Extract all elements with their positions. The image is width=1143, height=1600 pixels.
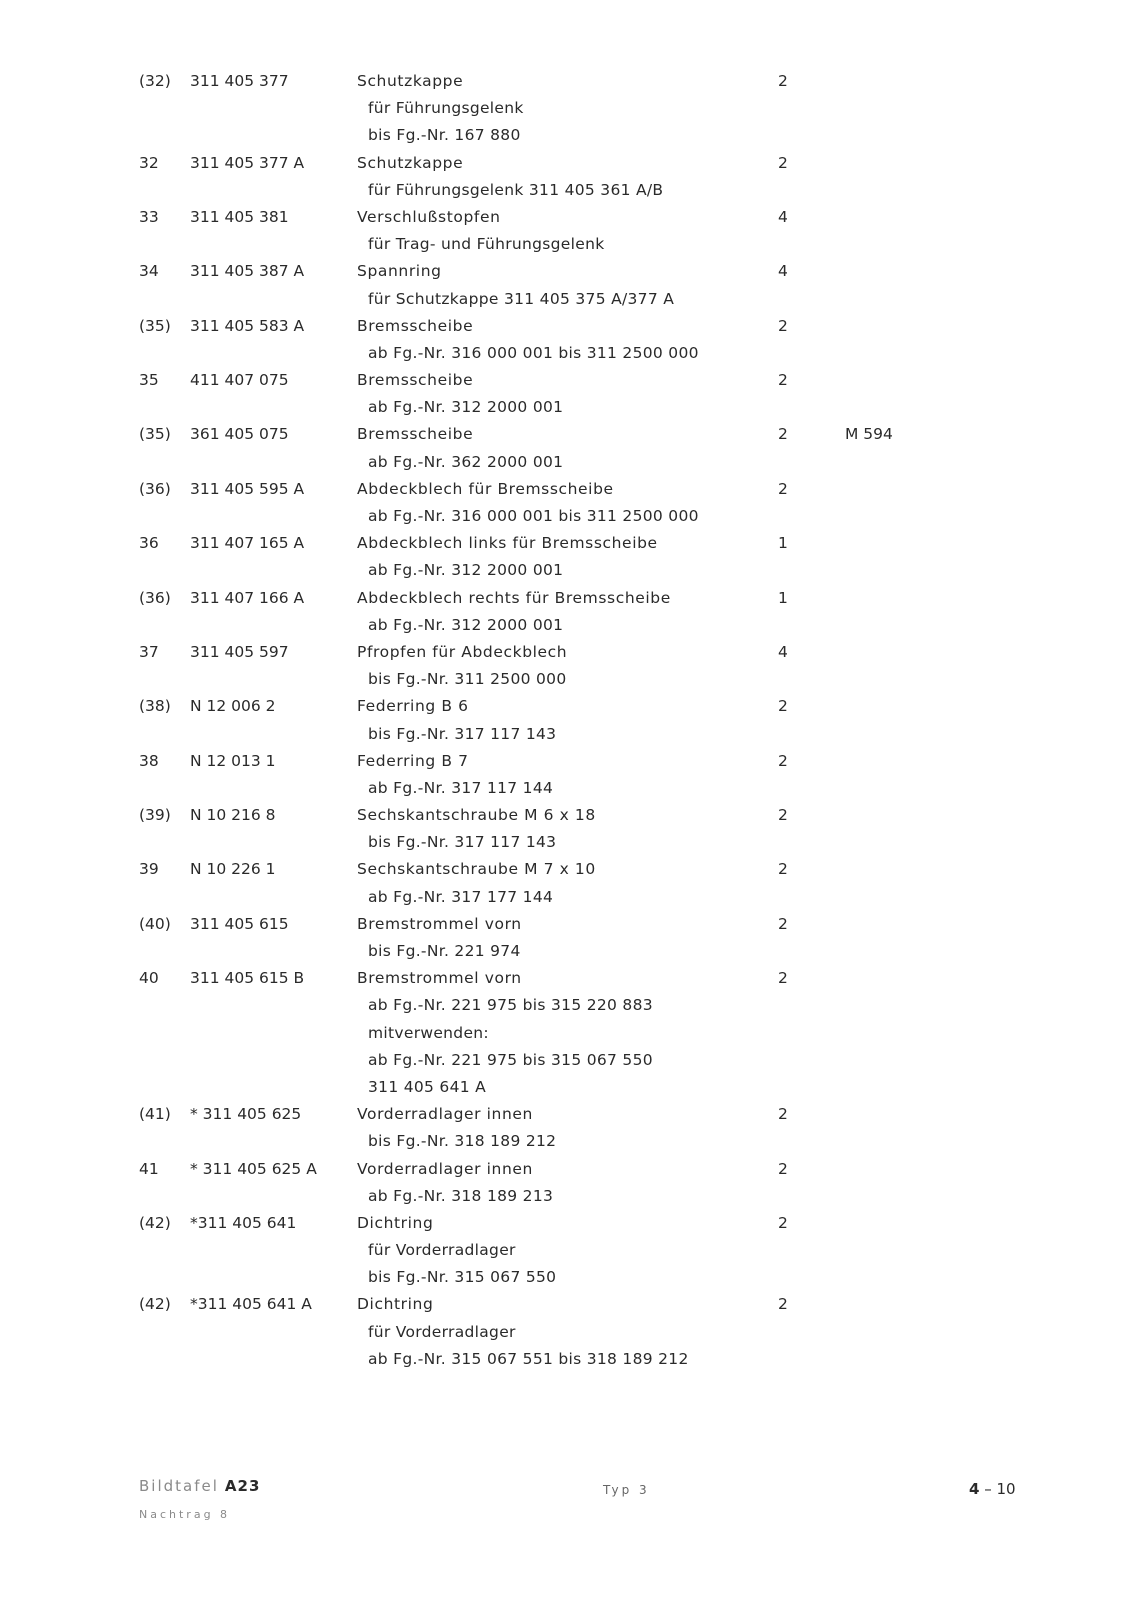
part-entry <box>0 1156 1143 1210</box>
entry-line <box>0 829 1143 856</box>
entry-line <box>0 1210 1143 1237</box>
entry-line <box>0 992 1143 1019</box>
entry-line <box>0 1291 1143 1318</box>
page-number <box>969 1480 1016 1498</box>
part-number: 311 405 387 A <box>190 262 305 281</box>
page-index: – 10 <box>984 1480 1016 1498</box>
entry-line <box>0 530 1143 557</box>
part-number: 311 405 595 A <box>190 479 305 498</box>
item-number: (36) <box>139 479 171 498</box>
part-entry <box>0 965 1143 1101</box>
entry-line <box>0 1128 1143 1155</box>
description-detail: ab Fg.-Nr. 312 2000 001 <box>368 615 564 634</box>
plate-label <box>139 1477 260 1495</box>
part-entry <box>0 748 1143 802</box>
entry-line <box>0 1264 1143 1291</box>
part-number: * 311 405 625 A <box>190 1159 317 1178</box>
entry-line <box>0 258 1143 285</box>
entry-line <box>0 177 1143 204</box>
description-detail: für Führungsgelenk 311 405 361 A/B <box>368 180 664 199</box>
part-description: Dichtring <box>357 1295 434 1314</box>
description-detail: bis Fg.-Nr. 317 117 143 <box>368 724 557 743</box>
entry-line <box>0 585 1143 612</box>
entry-line <box>0 340 1143 367</box>
entry-line <box>0 1074 1143 1101</box>
description-detail: bis Fg.-Nr. 315 067 550 <box>368 1268 557 1287</box>
description-detail: ab Fg.-Nr. 221 975 bis 315 220 883 <box>368 996 653 1015</box>
part-number: 311 405 597 <box>190 642 289 661</box>
quantity: 2 <box>778 969 788 988</box>
quantity: 2 <box>778 1213 788 1232</box>
entry-line <box>0 775 1143 802</box>
entry-line <box>0 367 1143 394</box>
quantity: 2 <box>778 751 788 770</box>
part-number: 311 405 377 A <box>190 153 305 172</box>
part-entry <box>0 204 1143 258</box>
quantity: 2 <box>778 806 788 825</box>
part-entry <box>0 313 1143 367</box>
item-number: 39 <box>139 860 159 879</box>
part-description: Pfropfen für Abdeckblech <box>357 642 568 661</box>
part-description: Abdeckblech für Bremsscheibe <box>357 479 614 498</box>
part-entry <box>0 421 1143 475</box>
entry-line <box>0 150 1143 177</box>
item-number: 41 <box>139 1159 159 1178</box>
part-number: 311 405 615 <box>190 914 289 933</box>
description-detail: ab Fg.-Nr. 316 000 001 bis 311 2500 000 <box>368 343 699 362</box>
quantity: 2 <box>778 914 788 933</box>
part-description: Abdeckblech links für Bremsscheibe <box>357 534 658 553</box>
entry-line <box>0 639 1143 666</box>
item-number: 35 <box>139 371 159 390</box>
item-number: (36) <box>139 588 171 607</box>
part-entry <box>0 802 1143 856</box>
quantity: 2 <box>778 1105 788 1124</box>
plate-code: A23 <box>224 1477 261 1495</box>
quantity: 2 <box>778 153 788 172</box>
entry-line <box>0 1237 1143 1264</box>
part-description: Sechskantschraube M 7 x 10 <box>357 860 596 879</box>
part-number: 311 407 165 A <box>190 534 305 553</box>
quantity: 2 <box>778 697 788 716</box>
entry-line <box>0 965 1143 992</box>
part-description: Verschlußstopfen <box>357 207 501 226</box>
description-detail: ab Fg.-Nr. 362 2000 001 <box>368 452 564 471</box>
description-detail: ab Fg.-Nr. 312 2000 001 <box>368 398 564 417</box>
entry-line <box>0 1319 1143 1346</box>
part-number: N 12 013 1 <box>190 751 276 770</box>
item-number: 36 <box>139 534 159 553</box>
remark: M 594 <box>845 425 893 444</box>
description-detail: für Schutzkappe 311 405 375 A/377 A <box>368 289 675 308</box>
quantity: 4 <box>778 207 788 226</box>
parts-list <box>0 68 1143 1373</box>
entry-line <box>0 748 1143 775</box>
part-number: *311 405 641 A <box>190 1295 312 1314</box>
entry-line <box>0 95 1143 122</box>
item-number: (39) <box>139 806 171 825</box>
entry-line <box>0 802 1143 829</box>
description-detail: bis Fg.-Nr. 311 2500 000 <box>368 670 567 689</box>
part-description: Vorderradlager innen <box>357 1159 533 1178</box>
part-description: Schutzkappe <box>357 72 464 90</box>
plate-label-text: Bildtafel <box>139 1477 219 1495</box>
part-entry <box>0 639 1143 693</box>
entry-line <box>0 68 1143 95</box>
entry-line <box>0 856 1143 883</box>
entry-line <box>0 204 1143 231</box>
part-number: N 10 226 1 <box>190 860 276 879</box>
entry-line <box>0 1183 1143 1210</box>
part-number: 311 405 615 B <box>190 969 305 988</box>
quantity: 2 <box>778 425 788 444</box>
entry-line <box>0 884 1143 911</box>
quantity: 1 <box>778 588 788 607</box>
part-description: Federring B 7 <box>357 751 469 770</box>
quantity: 2 <box>778 1295 788 1314</box>
item-number: (41) <box>139 1105 171 1124</box>
description-detail: mitverwenden: <box>368 1023 489 1042</box>
part-entry <box>0 530 1143 584</box>
item-number: (42) <box>139 1213 171 1232</box>
description-detail: für Vorderradlager <box>368 1322 516 1341</box>
page-section: 4 <box>969 1480 980 1498</box>
part-number: 311 405 377 <box>190 72 289 90</box>
description-detail: ab Fg.-Nr. 312 2000 001 <box>368 561 564 580</box>
description-detail: ab Fg.-Nr. 316 000 001 bis 311 2500 000 <box>368 507 699 525</box>
part-number: 311 405 583 A <box>190 316 305 335</box>
entry-line <box>0 612 1143 639</box>
part-entry <box>0 911 1143 965</box>
part-number: 411 407 075 <box>190 371 289 390</box>
entry-line <box>0 1101 1143 1128</box>
entry-line <box>0 231 1143 258</box>
item-number: 34 <box>139 262 159 281</box>
entry-line <box>0 394 1143 421</box>
entry-line <box>0 421 1143 448</box>
part-description: Bremsscheibe <box>357 371 474 390</box>
part-number: *311 405 641 <box>190 1213 297 1232</box>
item-number: (40) <box>139 914 171 933</box>
entry-line <box>0 476 1143 503</box>
quantity: 2 <box>778 1159 788 1178</box>
type-label: Typ 3 <box>603 1483 650 1497</box>
description-detail: für Trag- und Führungsgelenk <box>368 235 605 254</box>
item-number: (38) <box>139 697 171 716</box>
part-entry <box>0 68 1143 150</box>
quantity: 4 <box>778 642 788 661</box>
item-number: (35) <box>139 316 171 335</box>
quantity: 4 <box>778 262 788 281</box>
part-description: Bremsscheibe <box>357 316 474 335</box>
entry-line <box>0 721 1143 748</box>
entry-line <box>0 557 1143 584</box>
entry-line <box>0 313 1143 340</box>
part-number: 311 405 381 <box>190 207 289 226</box>
part-entry <box>0 367 1143 421</box>
quantity: 2 <box>778 316 788 335</box>
quantity: 2 <box>778 371 788 390</box>
quantity: 2 <box>778 72 788 90</box>
description-detail: ab Fg.-Nr. 315 067 551 bis 318 189 212 <box>368 1349 689 1368</box>
part-entry <box>0 856 1143 910</box>
item-number: 32 <box>139 153 159 172</box>
description-detail: 311 405 641 A <box>368 1077 487 1096</box>
part-entry <box>0 476 1143 530</box>
part-description: Abdeckblech rechts für Bremsscheibe <box>357 588 671 607</box>
entry-line <box>0 122 1143 149</box>
part-description: Federring B 6 <box>357 697 469 716</box>
part-description: Dichtring <box>357 1213 434 1232</box>
entry-line <box>0 1020 1143 1047</box>
entry-line <box>0 693 1143 720</box>
supplement-label: Nachtrag 8 <box>139 1508 231 1521</box>
item-number: 40 <box>139 969 159 988</box>
part-entry <box>0 1291 1143 1373</box>
part-description: Bremsscheibe <box>357 425 474 444</box>
entry-line <box>0 503 1143 530</box>
part-number: 311 407 166 A <box>190 588 305 607</box>
part-entry <box>0 585 1143 639</box>
item-number: (32) <box>139 72 171 90</box>
description-detail: bis Fg.-Nr. 221 974 <box>368 942 521 960</box>
description-detail: bis Fg.-Nr. 317 117 143 <box>368 833 557 852</box>
part-number: 361 405 075 <box>190 425 289 444</box>
part-description: Bremstrommel vorn <box>357 914 522 933</box>
description-detail: ab Fg.-Nr. 317 177 144 <box>368 887 554 906</box>
entry-line <box>0 1156 1143 1183</box>
part-number: N 12 006 2 <box>190 697 276 716</box>
description-detail: bis Fg.-Nr. 167 880 <box>368 126 521 145</box>
entry-line <box>0 666 1143 693</box>
entry-line <box>0 286 1143 313</box>
description-detail: für Vorderradlager <box>368 1241 516 1260</box>
part-entry <box>0 150 1143 204</box>
part-entry <box>0 1210 1143 1292</box>
part-description: Bremstrommel vorn <box>357 969 522 988</box>
description-detail: bis Fg.-Nr. 318 189 212 <box>368 1132 557 1151</box>
part-description: Schutzkappe <box>357 153 464 172</box>
description-detail: ab Fg.-Nr. 317 117 144 <box>368 778 554 797</box>
quantity: 2 <box>778 479 788 498</box>
part-number: * 311 405 625 <box>190 1105 302 1124</box>
entry-line <box>0 1346 1143 1373</box>
part-entry <box>0 1101 1143 1155</box>
item-number: (42) <box>139 1295 171 1314</box>
quantity: 2 <box>778 860 788 879</box>
part-entry <box>0 693 1143 747</box>
part-description: Vorderradlager innen <box>357 1105 533 1124</box>
item-number: 37 <box>139 642 159 661</box>
entry-line <box>0 449 1143 476</box>
entry-line <box>0 938 1143 965</box>
description-detail: ab Fg.-Nr. 221 975 bis 315 067 550 <box>368 1050 653 1069</box>
part-description: Spannring <box>357 262 442 281</box>
description-detail: ab Fg.-Nr. 318 189 213 <box>368 1186 554 1205</box>
part-number: N 10 216 8 <box>190 806 276 825</box>
item-number: 38 <box>139 751 159 770</box>
description-detail: für Führungsgelenk <box>368 99 524 118</box>
part-description: Sechskantschraube M 6 x 18 <box>357 806 596 825</box>
item-number: (35) <box>139 425 171 444</box>
quantity: 1 <box>778 534 788 553</box>
entry-line <box>0 1047 1143 1074</box>
item-number: 33 <box>139 207 159 226</box>
part-entry <box>0 258 1143 312</box>
entry-line <box>0 911 1143 938</box>
